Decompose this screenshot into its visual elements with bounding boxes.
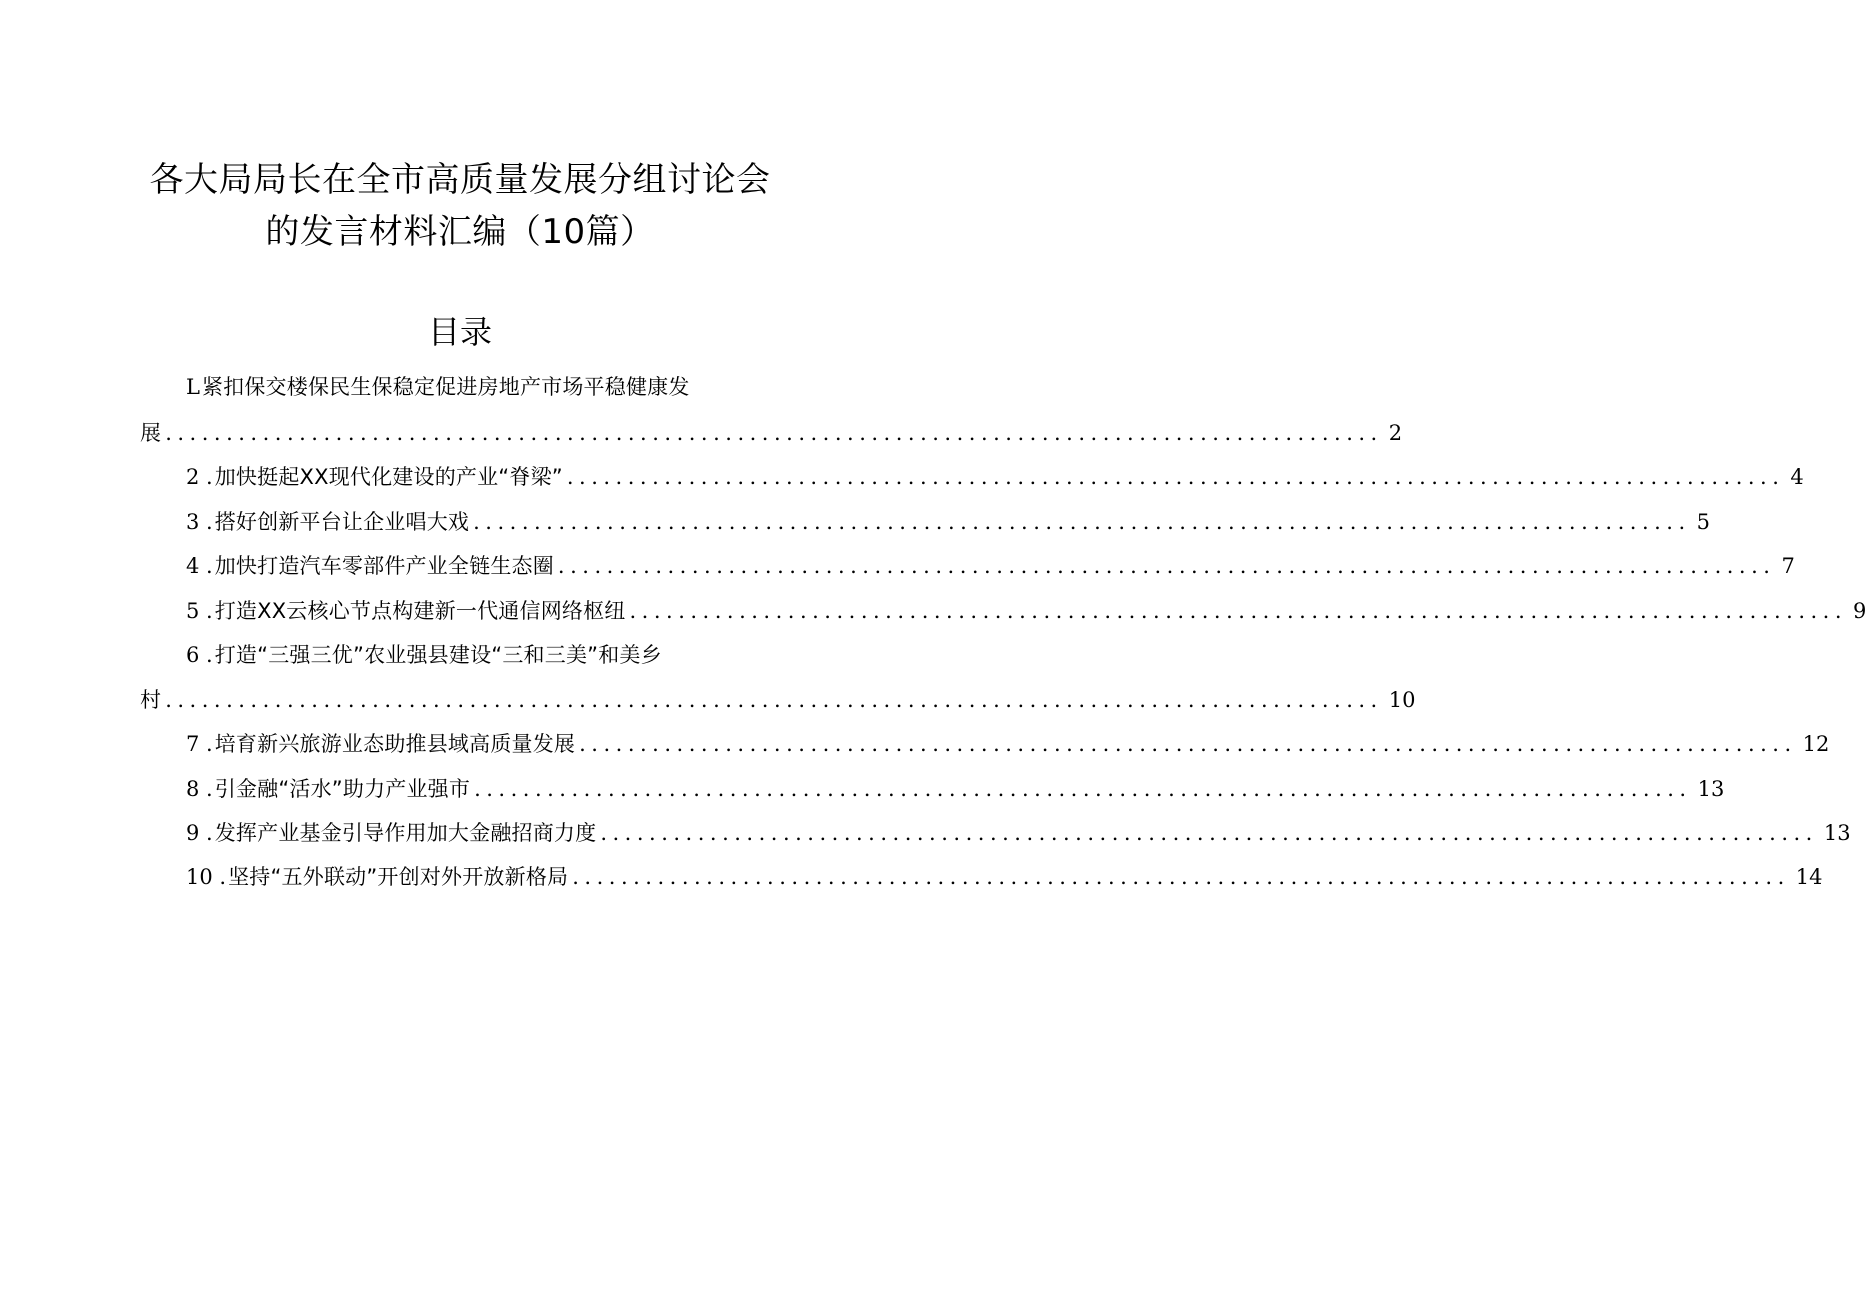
- toc-entry-number: 2 .: [186, 465, 213, 489]
- toc-entry-title: 紧扣保交楼保民生保稳定促进房地产市场平稳健康发: [201, 375, 690, 399]
- toc-entry-10[interactable]: [186, 862, 1823, 892]
- toc-page-number: 2: [1388, 421, 1403, 445]
- toc-entry-title: 发挥产业基金引导作用加大金融招商力度: [214, 821, 597, 845]
- toc-entry-5[interactable]: [186, 596, 1866, 626]
- toc-entry-1-continuation[interactable]: [140, 418, 1403, 448]
- toc-leader-dots: ....................................................................................................: [600, 821, 1818, 845]
- toc-entry-title-continued: 展: [140, 421, 162, 445]
- toc-leader-dots: ....................................................................................................: [557, 554, 1776, 578]
- toc-page-number: 4: [1790, 465, 1804, 489]
- toc-entry-6[interactable]: [186, 640, 780, 670]
- toc-leader-dots: ....................................................................................................: [579, 732, 1797, 756]
- toc-page-number: 13: [1697, 777, 1725, 801]
- document-title-line-1: 各大局局长在全市高质量发展分组讨论会: [149, 160, 771, 200]
- toc-entry-title: 打造“三强三优”农业强县建设“三和三美”和美乡: [214, 643, 662, 667]
- document-title-line-2: 的发言材料汇编（10篇）: [265, 212, 655, 252]
- toc-entry-number: 9 .: [186, 821, 213, 845]
- toc-entry-number: 3 .: [186, 510, 213, 534]
- toc-entry-4[interactable]: [186, 551, 1795, 581]
- toc-page-number: 12: [1802, 732, 1830, 756]
- toc-entry-number: 5 .: [186, 599, 213, 623]
- toc-entry-title: 搭好创新平台让企业唱大戏: [214, 510, 470, 534]
- toc-entry-title: 培育新兴旅游业态助推县域高质量发展: [214, 732, 576, 756]
- toc-leader-dots: ....................................................................................................: [473, 510, 1691, 534]
- toc-entry-8[interactable]: [186, 774, 1725, 804]
- toc-entry-2[interactable]: [186, 462, 1804, 492]
- toc-leader-dots: ....................................................................................................: [474, 777, 1692, 801]
- toc-entry-number: 7 .: [186, 732, 213, 756]
- toc-entry-7[interactable]: [186, 729, 1830, 759]
- toc-entry-title: 坚持“五外联动”开创对外开放新格局: [228, 865, 569, 889]
- toc-entry-9[interactable]: [186, 818, 1851, 848]
- toc-entry-number: L: [186, 375, 200, 399]
- toc-page-number: 14: [1795, 865, 1823, 889]
- toc-entry-1[interactable]: [186, 372, 780, 402]
- toc-page-number: 5: [1696, 510, 1711, 534]
- toc-entry-6-continuation[interactable]: [140, 685, 1416, 715]
- toc-entry-3[interactable]: [186, 507, 1711, 537]
- toc-entry-title: 打造XX云核心节点构建新一代通信网络枢纽: [214, 599, 626, 623]
- toc-leader-dots: ....................................................................................................: [165, 688, 1383, 712]
- toc-page-number: 7: [1781, 554, 1795, 578]
- toc-page-number: 9: [1853, 599, 1866, 623]
- toc-leader-dots: ....................................................................................................: [165, 421, 1383, 445]
- toc-entry-number: 6 .: [186, 643, 213, 667]
- toc-entry-number: 10 .: [186, 865, 227, 889]
- toc-entry-number: 4 .: [186, 554, 213, 578]
- toc-heading: 目录: [427, 313, 492, 351]
- toc-leader-dots: ....................................................................................................: [629, 599, 1848, 623]
- toc-entry-title-continued: 村: [140, 688, 162, 712]
- toc-page-number: 10: [1388, 688, 1416, 712]
- toc-entry-number: 8 .: [186, 777, 213, 801]
- toc-leader-dots: ....................................................................................................: [566, 465, 1785, 489]
- toc-leader-dots: ....................................................................................................: [572, 865, 1790, 889]
- toc-page-number: 13: [1823, 821, 1851, 845]
- toc-entry-title: 引金融“活水”助力产业强市: [214, 777, 471, 801]
- toc-entry-title: 加快挺起XX现代化建设的产业“脊梁”: [214, 465, 563, 489]
- toc-entry-title: 加快打造汽车零部件产业全链生态圈: [214, 554, 554, 578]
